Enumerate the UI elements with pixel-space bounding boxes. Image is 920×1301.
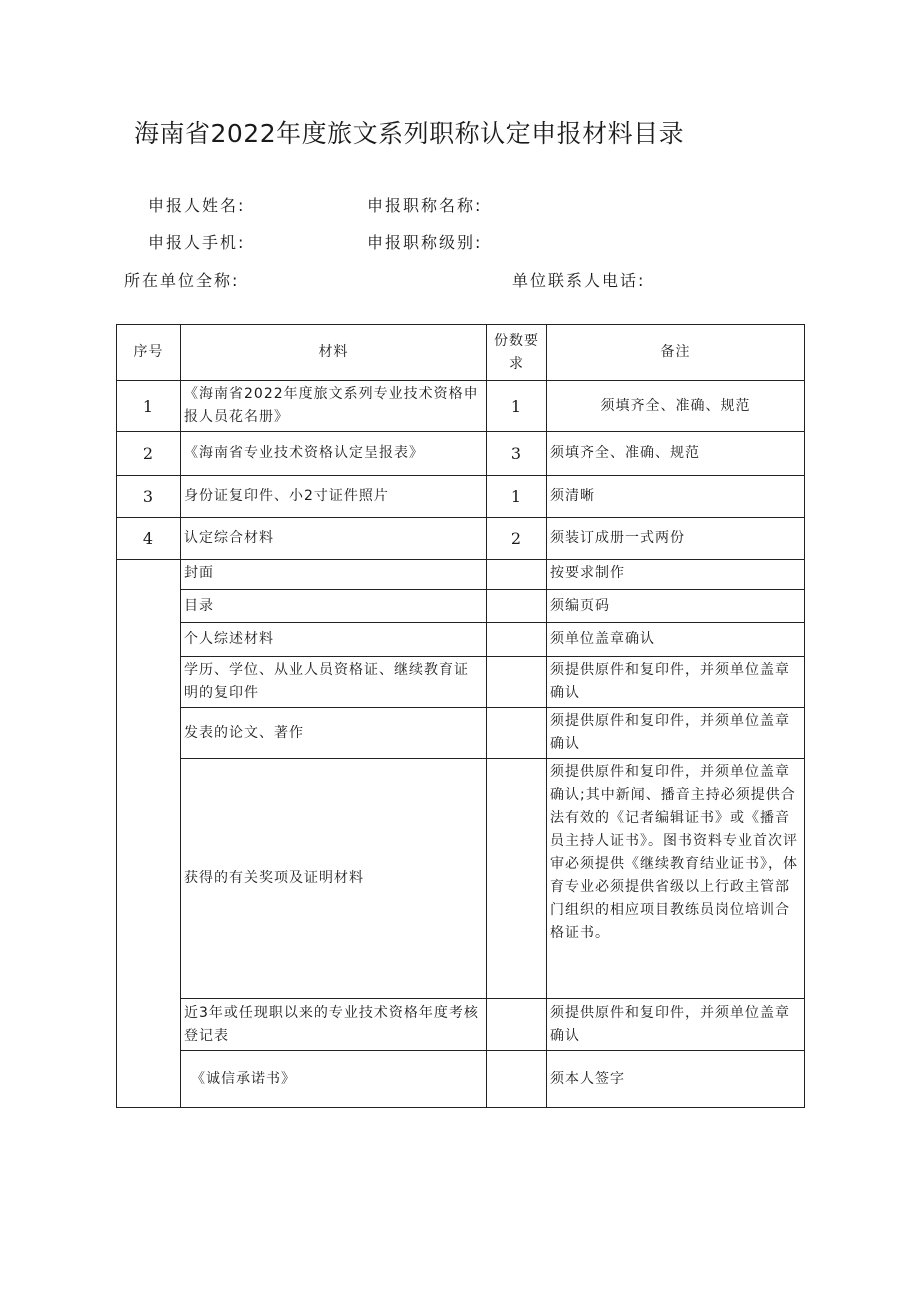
applicant-name-label: 申报人姓名: [148, 196, 246, 215]
sub-row-material: 《诚信承诺书》 [181, 1051, 487, 1108]
sub-row [117, 708, 805, 759]
sub-row-remark: 须本人签字 [547, 1051, 805, 1108]
sub-row-material: 封面 [181, 560, 487, 590]
row-seq: 3 [117, 476, 181, 518]
row-material: 《海南省专业技术资格认定呈报表》 [181, 432, 487, 476]
sub-row-remark: 须编页码 [547, 590, 805, 623]
sub-row [117, 623, 805, 657]
sub-rows-seq-cell [117, 560, 181, 1108]
row-remark: 须装订成册一式两份 [547, 518, 805, 560]
sub-row-copies [487, 657, 547, 708]
sub-row-copies [487, 590, 547, 623]
sub-row-remark: 按要求制作 [547, 560, 805, 590]
row-copies: 1 [487, 476, 547, 518]
sub-row-copies [487, 560, 547, 590]
row-material: 《海南省2022年度旅文系列专业技术资格申报人员花名册》 [181, 381, 487, 432]
unit-contact-phone-label: 单位联系人电话: [512, 271, 646, 290]
sub-row-material: 目录 [181, 590, 487, 623]
row-copies: 2 [487, 518, 547, 560]
sub-row-copies [487, 708, 547, 759]
sub-row [117, 999, 805, 1051]
row-copies: 1 [487, 381, 547, 432]
sub-row-material: 近3年或任现职以来的专业技术资格年度考核登记表 [181, 999, 487, 1051]
sub-row [117, 1051, 805, 1108]
row-remark: 须填齐全、准确、规范 [547, 432, 805, 476]
row-material: 身份证复印件、小2寸证件照片 [181, 476, 487, 518]
sub-row-copies [487, 759, 547, 999]
sub-row-material: 学历、学位、从业人员资格证、继续教育证明的复印件 [181, 657, 487, 708]
sub-row-material: 发表的论文、著作 [181, 708, 487, 759]
table-row [117, 381, 805, 432]
row-remark: 须清晰 [547, 476, 805, 518]
sub-row [117, 560, 805, 590]
row-seq: 4 [117, 518, 181, 560]
applicant-phone-label: 申报人手机: [148, 233, 246, 252]
header-remark: 备注 [547, 325, 805, 381]
header-seq: 序号 [117, 325, 181, 381]
title-name-label: 申报职称名称: [367, 196, 483, 215]
row-material: 认定综合材料 [181, 518, 487, 560]
header-material: 材料 [181, 325, 487, 381]
row-seq: 2 [117, 432, 181, 476]
sub-row-remark: 须提供原件和复印件，并须单位盖章确认;其中新闻、播音主持必须提供合法有效的《记者编辑证书》或《播音员主持人证书》。图书资料专业首次评审必须提供《继续教育结业证书》，体育专业必须提供省级以上行政主管部门组织的相应项目教练员岗位培训合格证书。 [547, 759, 805, 999]
sub-row-copies [487, 1051, 547, 1108]
sub-row [117, 759, 805, 999]
sub-row-copies [487, 999, 547, 1051]
table-header-row [117, 325, 805, 381]
row-copies: 3 [487, 432, 547, 476]
title-level-label: 申报职称级别: [367, 233, 483, 252]
materials-table [116, 324, 805, 1108]
table-row [117, 432, 805, 476]
sub-row-copies [487, 623, 547, 657]
unit-name-label: 所在单位全称: [124, 271, 240, 290]
sub-row [117, 657, 805, 708]
sub-row-remark: 须提供原件和复印件，并须单位盖章确认 [547, 657, 805, 708]
table-row [117, 518, 805, 560]
sub-row-remark: 须提供原件和复印件，并须单位盖章确认 [547, 999, 805, 1051]
sub-row-remark: 须提供原件和复印件，并须单位盖章确认 [547, 708, 805, 759]
row-seq: 1 [117, 381, 181, 432]
table-row [117, 476, 805, 518]
row-remark: 须填齐全、准确、规范 [547, 381, 805, 432]
sub-row [117, 590, 805, 623]
header-copies: 份数要求 [487, 325, 547, 381]
page-title: 海南省2022年度旅文系列职称认定申报材料目录 [134, 119, 685, 148]
sub-row-material: 个人综述材料 [181, 623, 487, 657]
sub-row-remark: 须单位盖章确认 [547, 623, 805, 657]
sub-row-material: 获得的有关奖项及证明材料 [181, 759, 487, 999]
